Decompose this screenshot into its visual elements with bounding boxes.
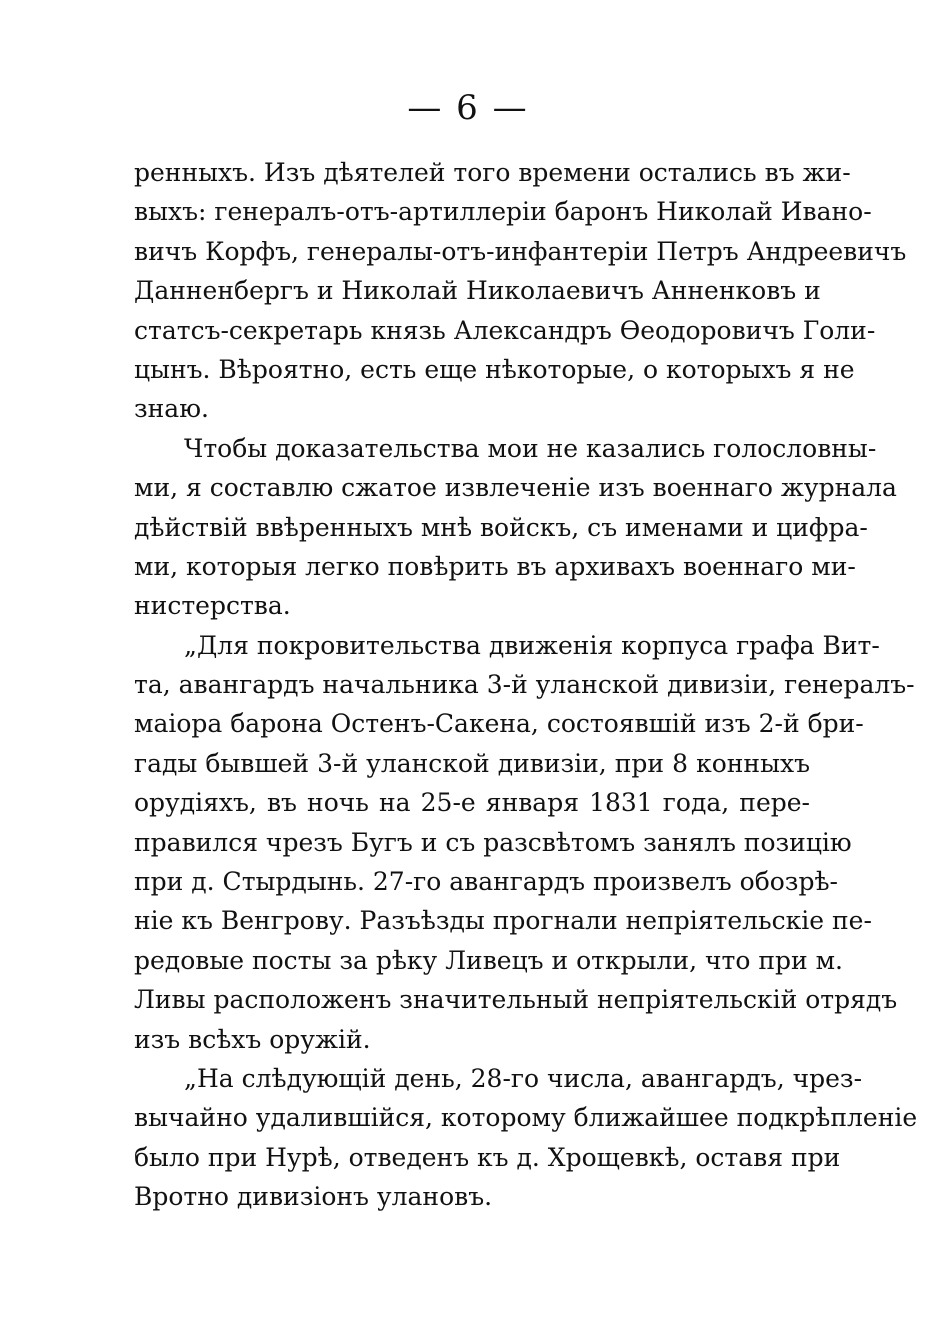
text-line: Вротно дивизіонъ улановъ. <box>134 1182 493 1212</box>
text-line: вичъ Корфъ, генералы-отъ-инфантеріи Петръ Андреевичъ <box>134 236 907 266</box>
body-text <box>134 153 918 1217</box>
text-line: гады бывшей 3-й уланской дивизіи, при 8 конныхъ <box>134 748 810 778</box>
text-line: орудіяхъ, въ ночь на 25-е января 1831 года, пере- <box>134 788 810 818</box>
text-line: ми, которыя легко повѣрить въ архивахъ военнаго ми- <box>134 551 856 581</box>
text-line: Ливы расположенъ значительный непріятельскій отрядъ <box>134 985 898 1015</box>
text-line: та, авангардъ начальника 3-й уланской дивизіи, генералъ- <box>134 670 915 700</box>
text-line: нистерства. <box>134 591 291 621</box>
page-number: — 6 — <box>407 88 529 128</box>
text-line: выхъ: генералъ-отъ-артиллеріи баронъ Николай Ивано- <box>134 197 872 227</box>
text-line: „На слѣдующій день, 28-го числа, авангардъ, чрез- <box>184 1063 863 1093</box>
text-line: ми, я составлю сжатое извлеченіе изъ военнаго журнала <box>134 473 897 503</box>
text-line: редовые посты за рѣку Ливецъ и открыли, что при м. <box>134 945 843 975</box>
text-line: было при Нурѣ, отведенъ къ д. Хрощевкѣ, оставя при <box>134 1142 841 1172</box>
text-line: маіора барона Остенъ-Сакена, состоявшій изъ 2-й бри- <box>134 709 864 739</box>
text-line: правился чрезъ Бугъ и съ разсвѣтомъ занялъ позицію <box>134 827 852 857</box>
text-line: знаю. <box>134 394 209 424</box>
text-line: при д. Стырдынь. 27-го авангардъ произвелъ обозрѣ- <box>134 867 838 897</box>
text-line: вычайно удалившійся, которому ближайшее подкрѣпленіе <box>134 1103 918 1133</box>
text-line: ніе къ Венгрову. Разъѣзды прогнали непріятельскіе пе- <box>134 906 872 936</box>
text-line: цынъ. Вѣроятно, есть еще нѣкоторые, о которыхъ я не <box>134 354 855 384</box>
text-line: дѣйствій ввѣренныхъ мнѣ войскъ, съ именами и цифра- <box>134 512 868 542</box>
text-line: изъ всѣхъ оружій. <box>134 1024 371 1054</box>
text-line: статсъ-секретарь князь Александръ Ѳеодоровичъ Голи- <box>134 315 876 345</box>
text-line: Чтобы доказательства мои не казались голословны- <box>184 433 877 463</box>
text-line: ренныхъ. Изъ дѣятелей того времени остались въ жи- <box>134 158 851 187</box>
text-line: „Для покровительства движенія корпуса графа Вит- <box>184 630 880 660</box>
text-line: Данненбергъ и Николай Николаевичъ Анненковъ и <box>134 276 821 306</box>
